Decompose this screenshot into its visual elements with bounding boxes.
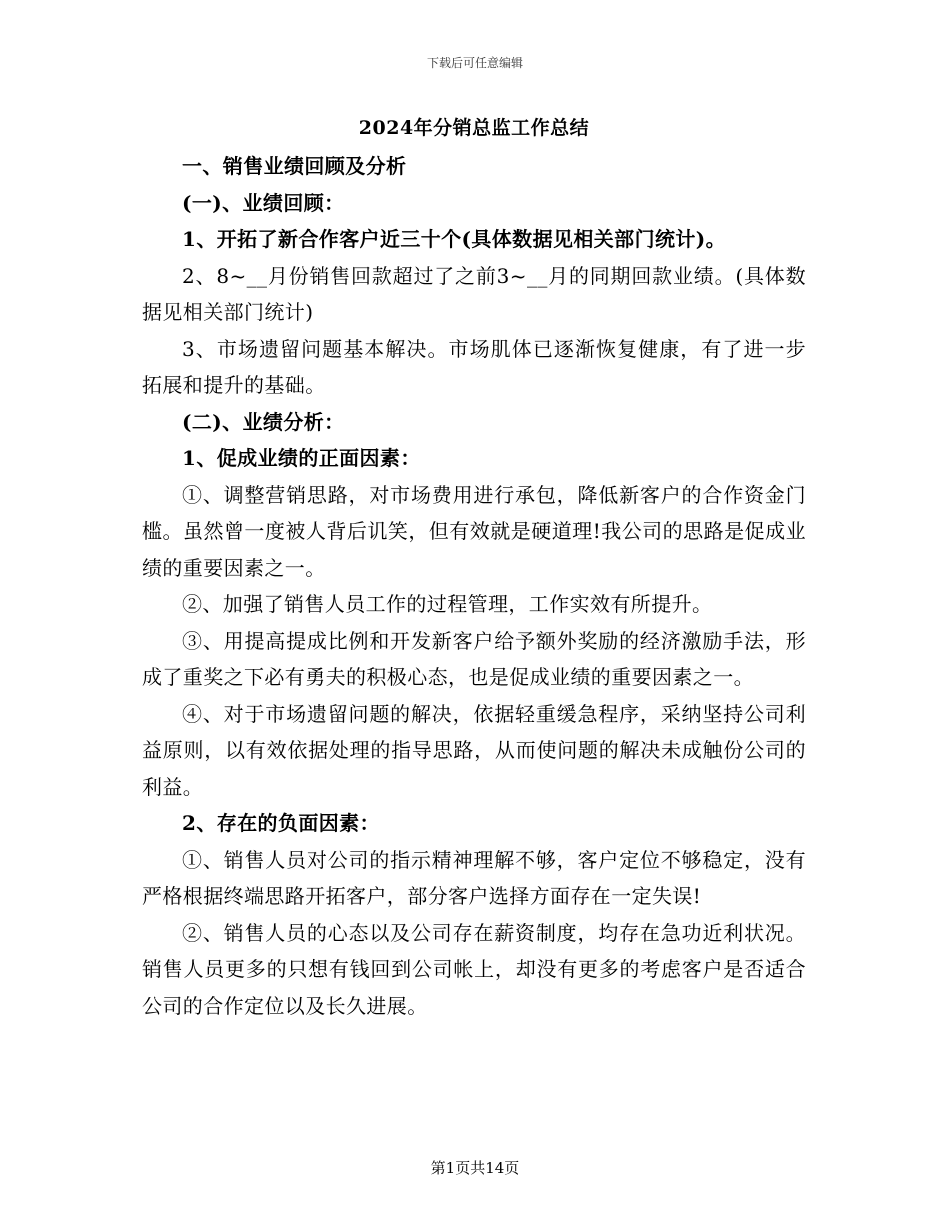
page-header-note: 下载后可任意编辑 bbox=[426, 56, 523, 70]
document-body bbox=[142, 112, 806, 1024]
document-title: 2024年分销总监工作总结 bbox=[358, 117, 590, 139]
page-number: 第1页共14页 bbox=[430, 1159, 520, 1177]
body-paragraph: 3、市场遗留问题基本解决。市场肌体已逐渐恢复健康，有了进一步拓展和提升的基础。 bbox=[142, 336, 806, 397]
section-heading: 1、开拓了新合作客户近三十个(具体数据见相关部门统计)。 bbox=[182, 227, 727, 251]
body-paragraph: ③、用提高提成比例和开发新客户给予额外奖励的经济激励手法，形成了重奖之下必有勇夫的积极心态，也是促成业绩的重要因素之一。 bbox=[142, 628, 806, 689]
section-heading: (二)、业绩分析： bbox=[182, 409, 345, 434]
body-paragraph: ②、加强了销售人员工作的过程管理，工作实效有所提升。 bbox=[182, 592, 713, 616]
section-heading: 一、销售业绩回顾及分析 bbox=[182, 154, 407, 178]
paragraph-list bbox=[142, 148, 806, 1024]
body-paragraph: ①、调整营销思路，对市场费用进行承包，降低新客户的合作资金门槛。虽然曾一度被人背后讥笑，但有效就是硬道理!我公司的思路是促成业绩的重要因素之一。 bbox=[142, 482, 806, 580]
body-paragraph: ①、销售人员对公司的指示精神理解不够，客户定位不够稳定，没有严格根据终端思路开拓客户，部分客户选择方面存在一定失误! bbox=[142, 847, 806, 908]
section-heading: 1、促成业绩的正面因素： bbox=[182, 446, 421, 470]
body-paragraph: ②、销售人员的心态以及公司存在薪资制度，均存在急功近利状况。销售人员更多的只想有钱回到公司帐上，却没有更多的考虑客户是否适合公司的合作定位以及长久进展。 bbox=[142, 920, 806, 1018]
section-heading: 2、存在的负面因素： bbox=[182, 811, 380, 835]
body-paragraph: 2、8~__月份销售回款超过了之前3~__月的同期回款业绩。(具体数据见相关部门统计) bbox=[142, 263, 806, 324]
body-paragraph: ④、对于市场遗留问题的解决，依据轻重缓急程序，采纳坚持公司利益原则，以有效依据处理的指导思路，从而使问题的解决未成触份公司的利益。 bbox=[142, 701, 806, 799]
section-heading: (一)、业绩回顾： bbox=[182, 190, 345, 215]
